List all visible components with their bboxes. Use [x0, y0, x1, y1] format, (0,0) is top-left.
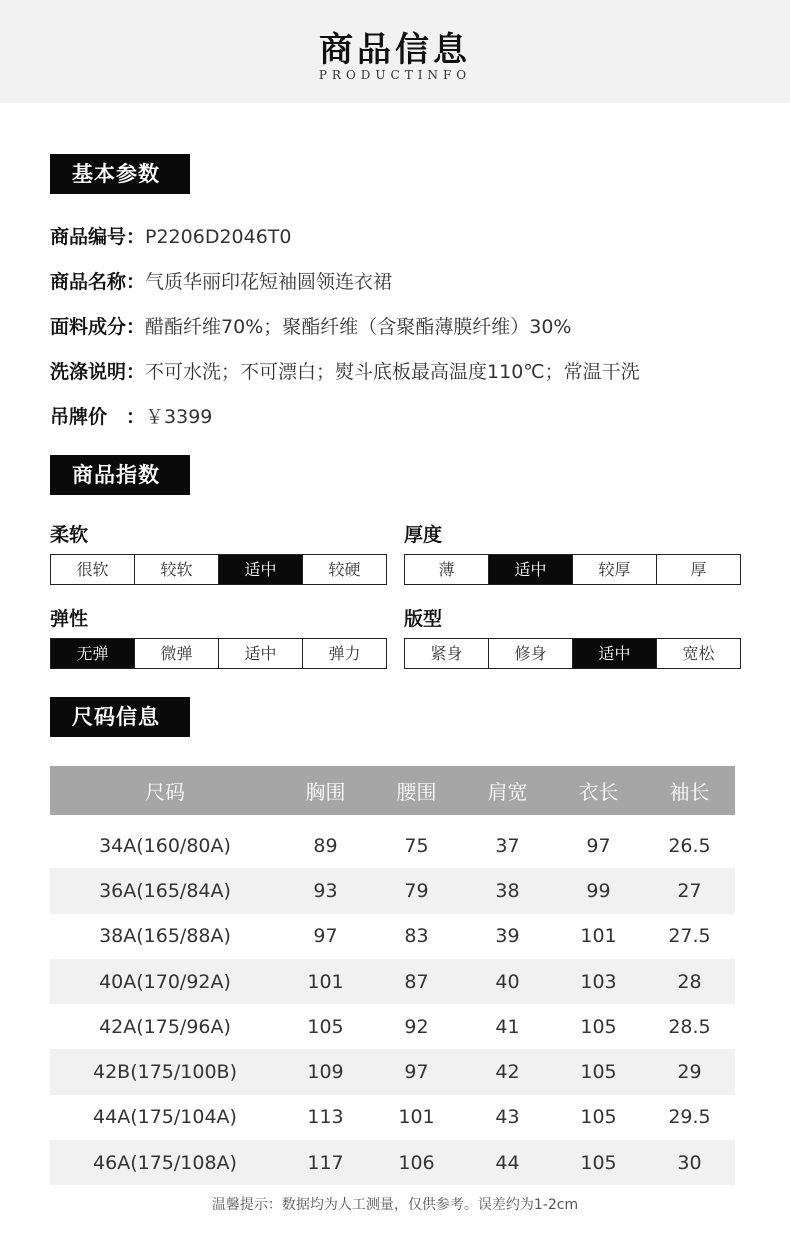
table-cell: 83: [404, 925, 429, 948]
table-cell: 101: [398, 1106, 435, 1129]
table-cell: 38: [462, 868, 553, 913]
measurement-note: 温馨提示：数据均为人工测量，仅供参考。误差约为1-2cm: [211, 1197, 579, 1213]
index-scale: [404, 638, 741, 669]
table-cell: 103: [553, 959, 644, 1004]
page-title: 商品信息: [319, 30, 471, 70]
table-cell: 26.5: [668, 834, 711, 857]
column-header: 腰围: [371, 766, 462, 815]
param-label: 面料成分：: [50, 316, 146, 338]
table-cell: 117: [280, 1140, 371, 1185]
column-header: 尺码: [50, 766, 280, 815]
param-row-washing: [50, 357, 640, 384]
table-cell: 105: [553, 1140, 644, 1185]
column-header: 袖长: [644, 766, 735, 815]
param-label: 商品编号：: [50, 226, 146, 248]
param-label: 商品名称：: [50, 271, 146, 293]
param-label: 吊牌价 ：: [50, 406, 146, 428]
index-option: 适中: [219, 555, 303, 584]
table-cell: 29.5: [668, 1106, 711, 1129]
table-cell: 109: [280, 1049, 371, 1094]
table-cell: 79: [371, 868, 462, 913]
index-thickness: [404, 520, 741, 585]
param-value: P2206D2046T0: [145, 226, 292, 248]
table-cell: 30: [644, 1140, 735, 1185]
index-title: 弹性: [50, 608, 89, 630]
index-option: 很软: [51, 555, 135, 584]
table-spacer: [50, 815, 735, 823]
param-row-product-name: [50, 267, 392, 294]
index-title: 厚度: [404, 524, 443, 546]
table-row: [50, 914, 735, 959]
size-table: [50, 766, 735, 1185]
table-cell: 97: [586, 834, 611, 857]
table-cell: 28: [644, 959, 735, 1004]
table-cell: 40: [462, 959, 553, 1004]
table-cell: 106: [371, 1140, 462, 1185]
column-header: 肩宽: [462, 766, 553, 815]
index-option: 薄: [405, 555, 489, 584]
index-title: 版型: [404, 608, 443, 630]
table-header-row: [50, 766, 735, 815]
index-option: 厚: [690, 560, 707, 579]
index-option: 弹力: [328, 644, 361, 663]
param-value: 气质华丽印花短袖圆领连衣裙: [145, 271, 393, 293]
index-option: 适中: [573, 639, 657, 668]
index-option: 较厚: [573, 555, 657, 584]
param-row-fabric: [50, 312, 571, 339]
table-cell: 101: [280, 959, 371, 1004]
table-cell: 89: [313, 834, 338, 857]
table-cell: 105: [580, 1015, 617, 1038]
table-row: [50, 1004, 735, 1049]
section-product-index: 商品指数: [50, 455, 190, 495]
table-cell: 105: [307, 1015, 344, 1038]
column-header: 衣长: [553, 766, 644, 815]
index-option: 无弹: [51, 639, 135, 668]
index-option: 适中: [489, 555, 573, 584]
index-option: 较硬: [328, 560, 361, 579]
table-cell: 92: [404, 1015, 429, 1038]
table-cell: 40A(170/92A): [50, 959, 280, 1004]
table-cell: 105: [580, 1106, 617, 1129]
index-option: 宽松: [682, 644, 715, 663]
table-cell: 43: [495, 1106, 520, 1129]
index-fit: [404, 604, 741, 669]
table-row: [50, 1140, 735, 1185]
table-cell: 113: [307, 1106, 344, 1129]
table-cell: 87: [371, 959, 462, 1004]
table-cell: 27.5: [668, 925, 711, 948]
table-cell: 101: [580, 925, 617, 948]
param-value: 醋酯纤维70%；聚酯纤维（含聚酯薄膜纤维）30%: [145, 316, 572, 338]
table-cell: 29: [644, 1049, 735, 1094]
section-size-info: 尺码信息: [50, 697, 190, 737]
table-row: [50, 1095, 735, 1140]
table-cell: 75: [404, 834, 429, 857]
index-option: 微弹: [135, 639, 219, 668]
index-softness: [50, 520, 387, 585]
table-cell: 41: [495, 1015, 520, 1038]
table-cell: 44: [462, 1140, 553, 1185]
param-row-price: [50, 402, 212, 429]
index-title: 柔软: [50, 524, 89, 546]
table-cell: 99: [553, 868, 644, 913]
table-cell: 105: [553, 1049, 644, 1094]
table-cell: 93: [280, 868, 371, 913]
index-option: 修身: [489, 639, 573, 668]
index-scale: [50, 554, 387, 585]
table-cell: 42A(175/96A): [99, 1015, 231, 1038]
table-cell: 97: [371, 1049, 462, 1094]
index-scale: [404, 554, 741, 585]
page-header: [0, 0, 790, 103]
index-elasticity: [50, 604, 387, 669]
table-cell: 38A(165/88A): [99, 925, 231, 948]
table-cell: 36A(165/84A): [50, 868, 280, 913]
column-header: 胸围: [280, 766, 371, 815]
table-row: [50, 823, 735, 868]
table-cell: 27: [644, 868, 735, 913]
index-option: 较软: [135, 555, 219, 584]
table-cell: 42B(175/100B): [50, 1049, 280, 1094]
param-label: 洗涤说明：: [50, 361, 146, 383]
index-scale: [50, 638, 387, 669]
table-cell: 42: [462, 1049, 553, 1094]
param-value: 不可水洗；不可漂白；熨斗底板最高温度110℃；常温干洗: [145, 361, 640, 383]
param-row-product-code: [50, 222, 292, 249]
table-cell: 46A(175/108A): [50, 1140, 280, 1185]
table-row: [50, 1049, 735, 1094]
table-row: [50, 868, 735, 913]
index-option: 适中: [219, 639, 303, 668]
table-cell: 44A(175/104A): [93, 1106, 237, 1129]
table-cell: 39: [495, 925, 520, 948]
index-option: 紧身: [405, 639, 489, 668]
section-basic-params: 基本参数: [50, 154, 190, 194]
page-subtitle: PRODUCTINFO: [318, 68, 472, 82]
table-cell: 28.5: [668, 1015, 711, 1038]
param-value: ￥3399: [145, 406, 213, 428]
table-cell: 34A(160/80A): [99, 834, 231, 857]
table-cell: 97: [313, 925, 338, 948]
table-cell: 37: [495, 834, 520, 857]
table-row: [50, 959, 735, 1004]
